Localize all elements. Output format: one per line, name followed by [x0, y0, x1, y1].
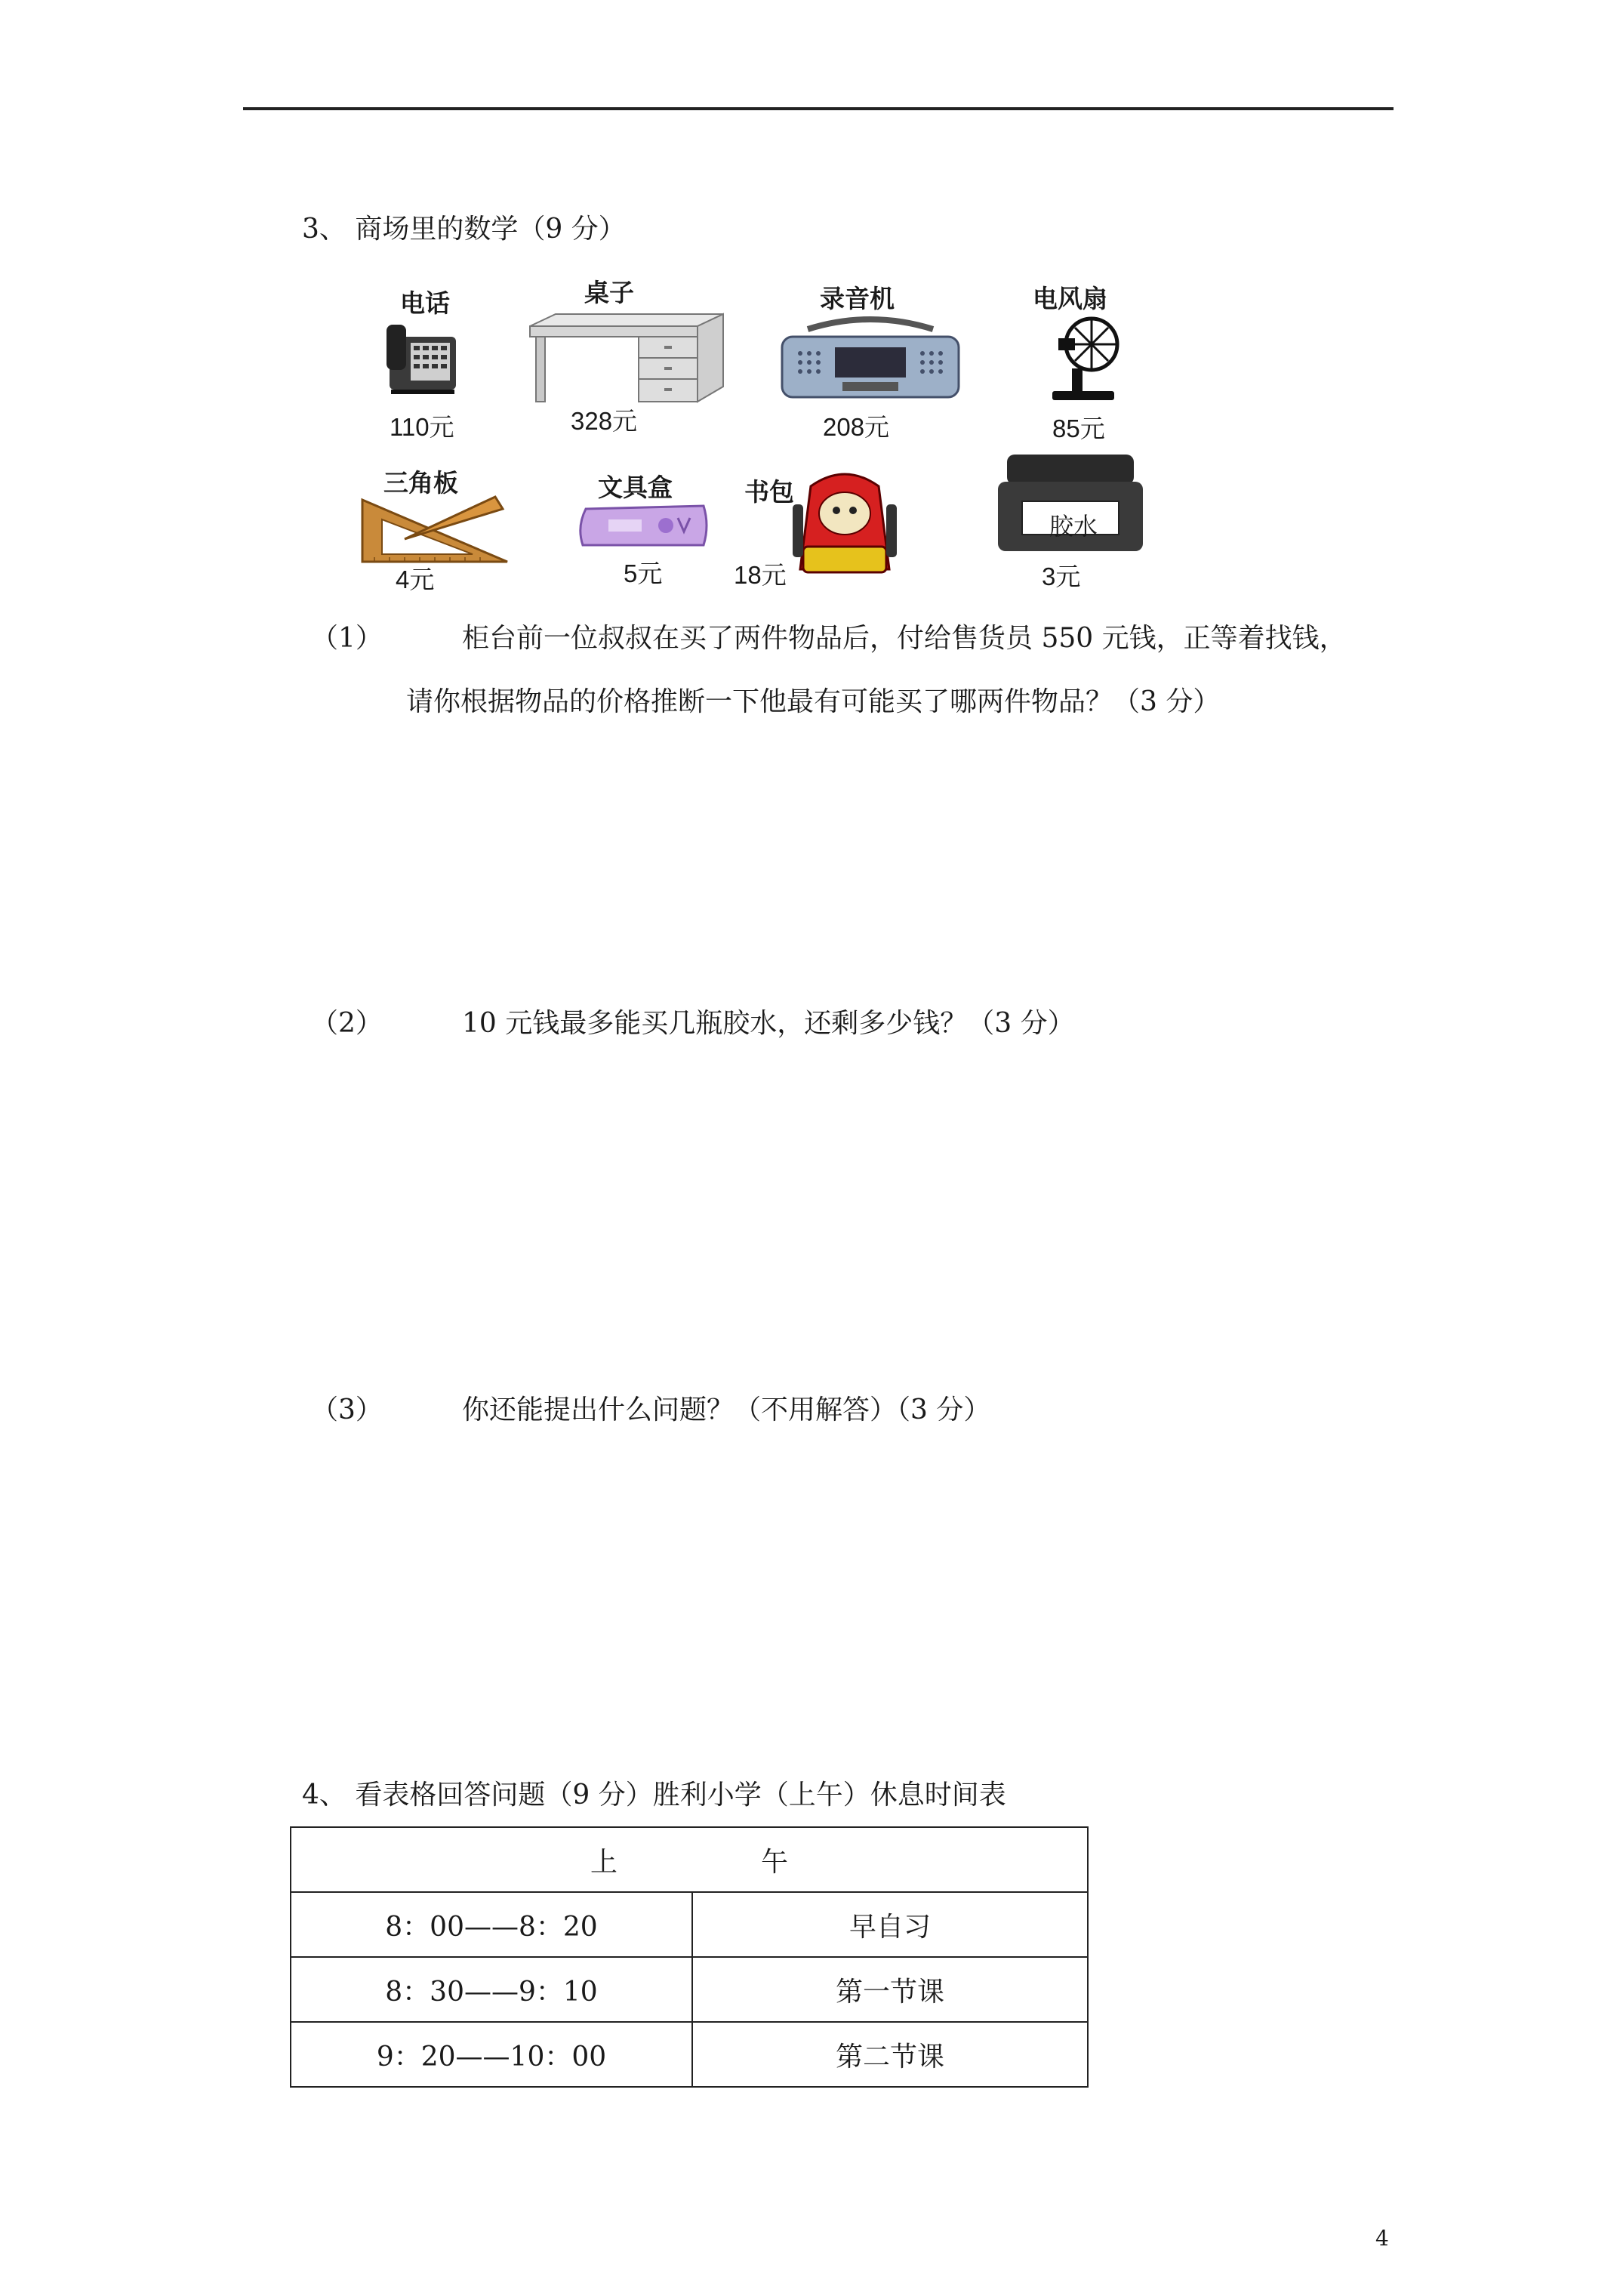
item-label-triangle: 三角板 — [383, 468, 458, 498]
table-row — [291, 1892, 1088, 1957]
phone-image — [383, 320, 462, 396]
item-label-pencil-case: 文具盒 — [598, 473, 673, 502]
sub2-text: 10 元钱最多能买几瓶胶水，还剩多少钱？（3 分） — [462, 1008, 1075, 1039]
header-am-part1: 上 — [590, 1846, 617, 1878]
header-rule — [243, 107, 1394, 110]
item-label-phone: 电话 — [400, 288, 450, 318]
table-row — [291, 2022, 1088, 2087]
item-price-phone: 110元 — [390, 413, 454, 441]
item-label-desk: 桌子 — [584, 278, 634, 307]
sub2-number: （2） — [311, 1008, 383, 1039]
sub3-number: （3） — [311, 1395, 383, 1425]
header-am-part2: 午 — [761, 1846, 789, 1878]
item-label-schoolbag: 书包 — [744, 477, 794, 507]
item-label-fan: 电风扇 — [1033, 284, 1107, 313]
sub1-line2: 请你根据物品的价格推断一下他最有可能买了哪两件物品？（3 分） — [406, 686, 1221, 717]
activity-cell: 第二节课 — [692, 2022, 1088, 2087]
table-header-row — [291, 1827, 1088, 1892]
set-square-image — [359, 494, 510, 566]
item-label-glue: 胶水 — [1049, 512, 1098, 541]
pencil-case-image — [575, 501, 711, 550]
q4-title: 4、 看表格回答问题（9 分）胜利小学（上午）休息时间表 — [302, 1780, 1006, 1811]
table-header-cell — [291, 1827, 1088, 1892]
item-price-pencil-case: 5元 — [624, 559, 663, 587]
sub1-line1: 柜台前一位叔叔在买了两件物品后，付给售货员 550 元钱，正等着找钱， — [462, 623, 1347, 654]
item-price-schoolbag: 18元 — [734, 561, 787, 589]
schedule-table — [290, 1826, 1089, 2088]
desk-image — [525, 311, 725, 405]
item-price-glue: 3元 — [1042, 562, 1081, 590]
item-price-fan: 85元 — [1052, 415, 1105, 442]
schoolbag-image — [788, 464, 901, 580]
fan-image — [1045, 316, 1120, 405]
item-price-recorder: 208元 — [823, 413, 890, 441]
sub1-number: （1） — [311, 623, 383, 654]
time-cell: 8：00——8：20 — [291, 1892, 692, 1957]
item-label-recorder: 录音机 — [820, 284, 895, 313]
time-cell: 8：30——9：10 — [291, 1957, 692, 2022]
sub3-text: 你还能提出什么问题？（不用解答）（3 分） — [462, 1395, 991, 1425]
tape-recorder-image — [778, 314, 963, 403]
activity-cell: 早自习 — [692, 1892, 1088, 1957]
item-price-desk: 328元 — [571, 407, 638, 435]
q3-title: 3、 商场里的数学（9 分） — [302, 214, 626, 245]
table-row — [291, 1957, 1088, 2022]
page-number: 4 — [1375, 2226, 1389, 2251]
activity-cell: 第一节课 — [692, 1957, 1088, 2022]
item-price-triangle: 4元 — [396, 566, 435, 593]
time-cell: 9：20——10：00 — [291, 2022, 692, 2087]
